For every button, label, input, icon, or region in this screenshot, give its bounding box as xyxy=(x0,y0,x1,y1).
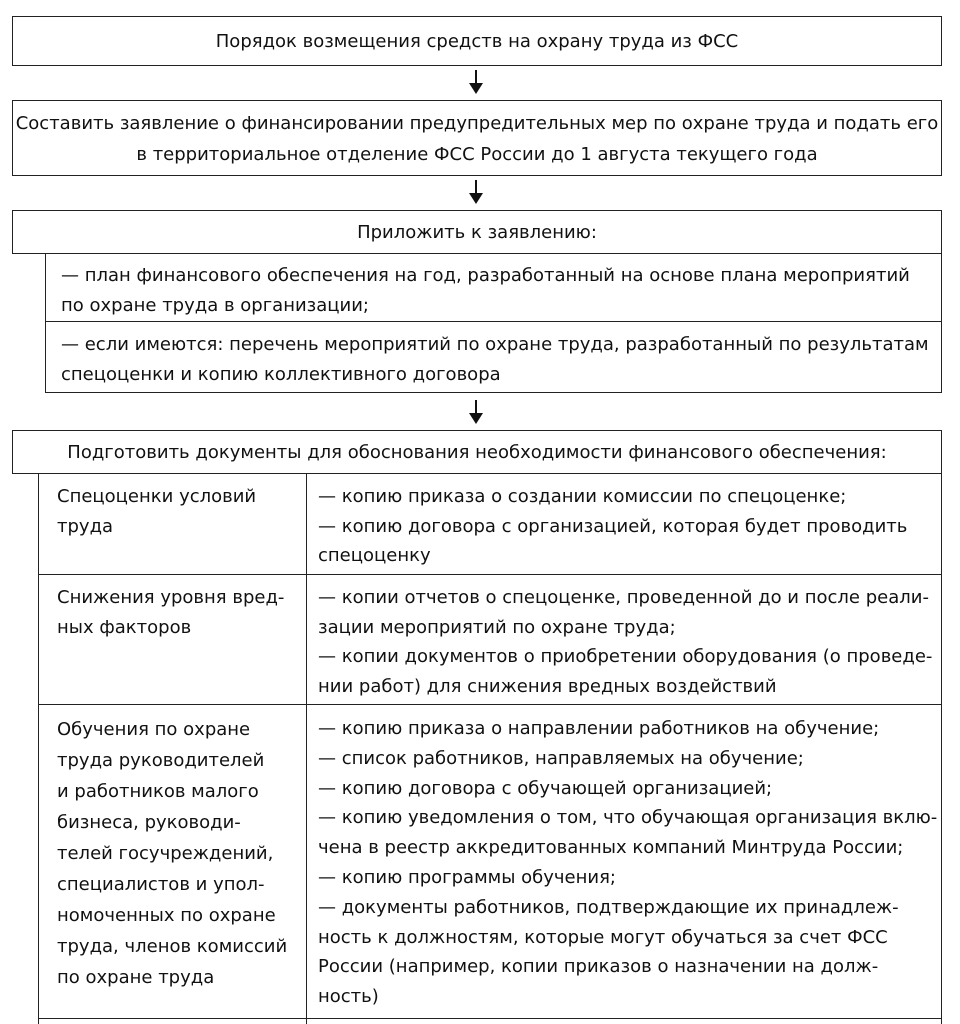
table-row-docs-special-assessment: — копию приказа о создании комиссии по спецоценке; — копию договора с организацией, которая будет проводить спецоценку xyxy=(318,486,908,566)
table-row-category-training: Обучения по охране труда руководителей и работников малого бизнеса, руководи- телей госучреждений, специалистов и упол- номоченных по охране труда, членов комиссий по охране труда xyxy=(57,719,288,988)
table-row-category-special-assessment: Спецоценки условий труда xyxy=(57,486,257,537)
down-arrow-icon xyxy=(469,70,483,94)
step-submit-line-2: в территориальное отделение ФСС России до 1 августа текущего года xyxy=(136,144,818,165)
table-row-category-harmful-factors: Снижения уровня вред- ных факторов xyxy=(57,587,285,638)
step-attach-header-box xyxy=(12,210,942,254)
flow-title-box xyxy=(12,16,942,66)
step-prepare-docs-header-box xyxy=(12,430,942,474)
step-prepare-docs-header: Подготовить документы для обоснования необходимости финансового обеспечения: xyxy=(67,441,887,463)
step-attach-list xyxy=(45,253,942,393)
attach-item-plan: — план финансового обеспечения на год, разработанный на основе плана мероприятий по охране труда в организации; xyxy=(61,265,910,316)
step-submit-application xyxy=(12,100,942,176)
step-submit-line-1: Составить заявление о финансировании предупредительных мер по охране труда и подать его xyxy=(15,113,939,134)
down-arrow-icon xyxy=(469,400,483,424)
flow-title: Порядок возмещения средств на охрану труда из ФСС xyxy=(215,30,739,52)
attach-item-optional: — если имеются: перечень мероприятий по охране труда, разработанный по результатам спецоценки и копию коллективного договора xyxy=(61,334,929,385)
step-attach-header: Приложить к заявлению: xyxy=(357,221,597,243)
table-row-docs-harmful-factors: — копии отчетов о спецоценке, проведенной до и после реали- зации мероприятий по охране труда; — копии документов о приобретении оборудования (о проведе- нии работ) для снижения вредных воздействий xyxy=(318,587,933,697)
table-row-docs-training: — копию приказа о направлении работников на обучение; — список работников, направляемых на обучение; — копию договора с обучающей организацией; — копию уведомления о том, что обучающая организация вклю- чена в реестр аккредитованных компаний Минтруда России; — копию программы обучения; — документы работников, подтверждающие их принадлеж- ность к должностям, которые могут обучаться за счет ФСС России (например, копии приказов о назначении на долж- ность) xyxy=(318,718,938,1008)
down-arrow-icon xyxy=(469,180,483,204)
